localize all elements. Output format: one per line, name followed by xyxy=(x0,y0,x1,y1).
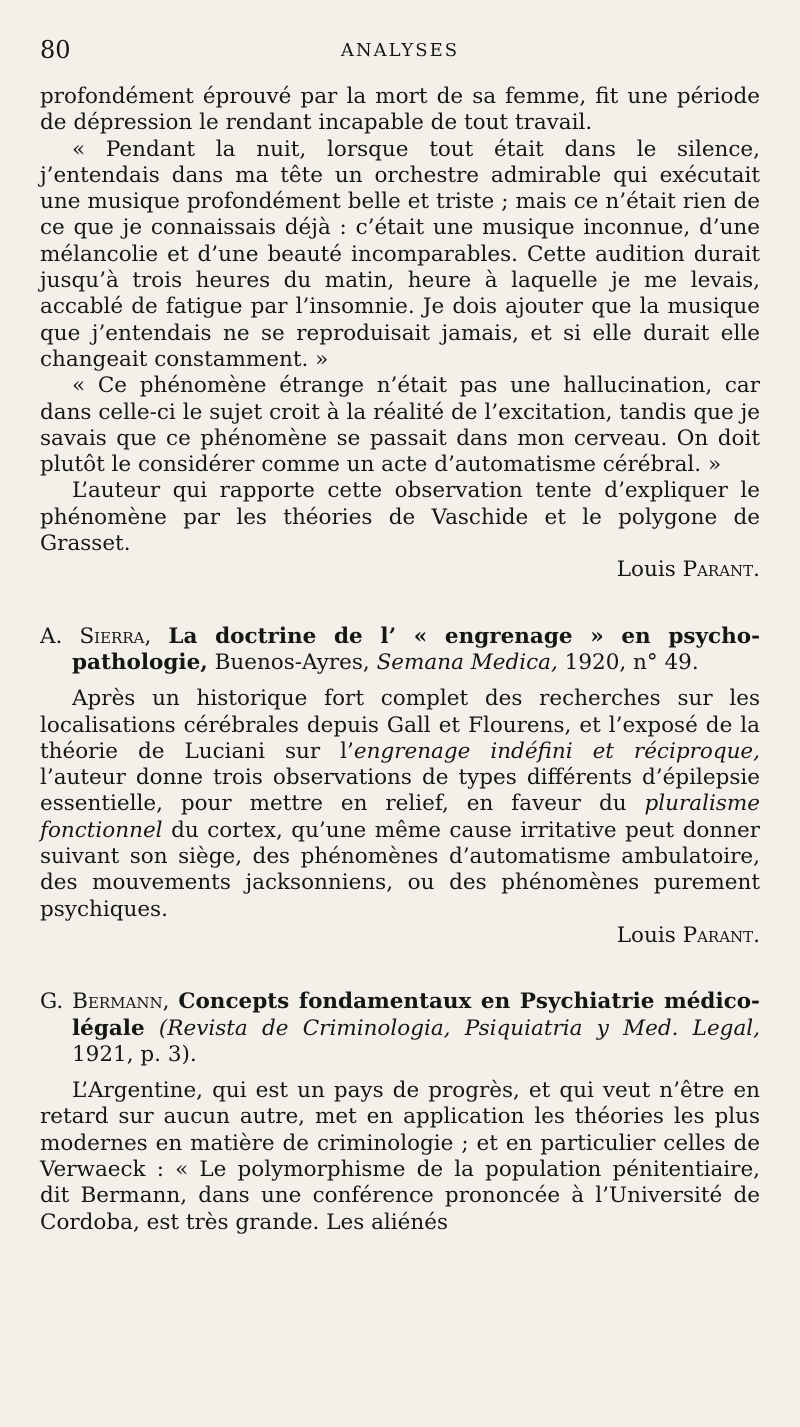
page-number: 80 xyxy=(40,36,71,64)
author-name: Sierra, xyxy=(79,623,152,649)
entry-title: Concepts fondamentaux en Psychiatrie médico-légale xyxy=(72,989,760,1041)
text-run: l’auteur donne trois observations de types différents d’épilepsie essentielle, pour mettre en relief, en faveur du xyxy=(40,765,760,817)
paragraph-conclusion: L’auteur qui rapporte cette observation tente d’expliquer le phénomène par les théories de Vaschide et le polygone de Grasset. xyxy=(40,478,760,557)
author-initial: A. xyxy=(40,623,63,649)
signature-2 xyxy=(40,923,760,949)
page-header xyxy=(40,36,760,66)
entry-heading-bermann xyxy=(40,989,760,1068)
signature-last-name: Parant. xyxy=(682,922,760,948)
paragraph-sierra xyxy=(40,686,760,923)
author-initial: G. xyxy=(40,989,64,1015)
entry-journal: Semana Medica, xyxy=(376,649,558,675)
signature-first-name: Louis xyxy=(616,557,676,583)
running-head: ANALYSES xyxy=(340,40,460,61)
paragraph-bermann: L’Argentine, qui est un pays de progrès, et qui veut n’être en retard sur aucun autre, met en application les théories les plus modernes en matière de criminologie ; et en particulier celles de Verwaeck : « Le polymorphisme de la population pénitentiaire, dit Bermann, dans une conférence prononcée à l’Université de Cordoba, est très grande. Les aliénés xyxy=(40,1078,760,1235)
entry-title: La doctrine de l’ « engrenage » en psycho-pathologie, xyxy=(72,623,761,675)
text-run: Après un historique fort complet des recherches sur les localisations cérébrales depuis Gall et Flourens, et l’exposé de la théorie de Luciani sur l’ xyxy=(40,686,760,764)
entry-journal: (Revista de Criminologia, Psiquiatria y Med. Legal, xyxy=(158,1015,760,1041)
entry-heading-sierra xyxy=(40,624,760,677)
signature-last-name: Parant. xyxy=(682,557,760,583)
italic-run: engrenage indéfini et réciproque, xyxy=(353,738,760,764)
signature-1 xyxy=(40,557,760,583)
signature-first-name: Louis xyxy=(616,922,676,948)
text-run: du cortex, qu’une même cause irritative peut donner suivant son siège, des phénomènes d’automatisme ambulatoire, des mouvements jacksonniens, ou des phénomènes purement psychiques. xyxy=(40,817,760,922)
paragraph-quote-2: « Ce phénomène étrange n’était pas une hallucination, car dans celle-ci le sujet croit à la réalité de l’excitation, tandis que je savais que ce phénomène se passait dans mon cerveau. On doit plutôt le considérer comme un acte d’automatisme cérébral. » xyxy=(40,373,760,478)
entry-place: Buenos-Ayres, xyxy=(214,649,370,675)
paragraph-quote-1: « Pendant la nuit, lorsque tout était dans le silence, j’entendais dans ma tête un orchestre admirable qui exécutait une musique profondément belle et triste ; mais ce n’était rien de ce que je connaissais déjà : c’était une musique inconnue, d’une mélancolie et d’une beauté incomparables. Cette audition durait jusqu’à trois heures du matin, heure à laquelle je me levais, accablé de fatigue par l’insomnie. Je dois ajouter que la musique que j’entendais ne se reproduisait jamais, et si elle durait elle changeait constamment. » xyxy=(40,136,760,372)
entry-ref: 1920, n° 49. xyxy=(564,649,699,675)
page-body xyxy=(40,84,760,1236)
paragraph-continuation: profondément éprouvé par la mort de sa femme, fit une période de dépression le rendant incapable de tout travail. xyxy=(40,84,760,136)
entry-ref: 1921, p. 3). xyxy=(72,1041,197,1067)
italic-run: pluralisme fonctionnel xyxy=(40,791,760,843)
author-name: Bermann, xyxy=(72,989,170,1015)
